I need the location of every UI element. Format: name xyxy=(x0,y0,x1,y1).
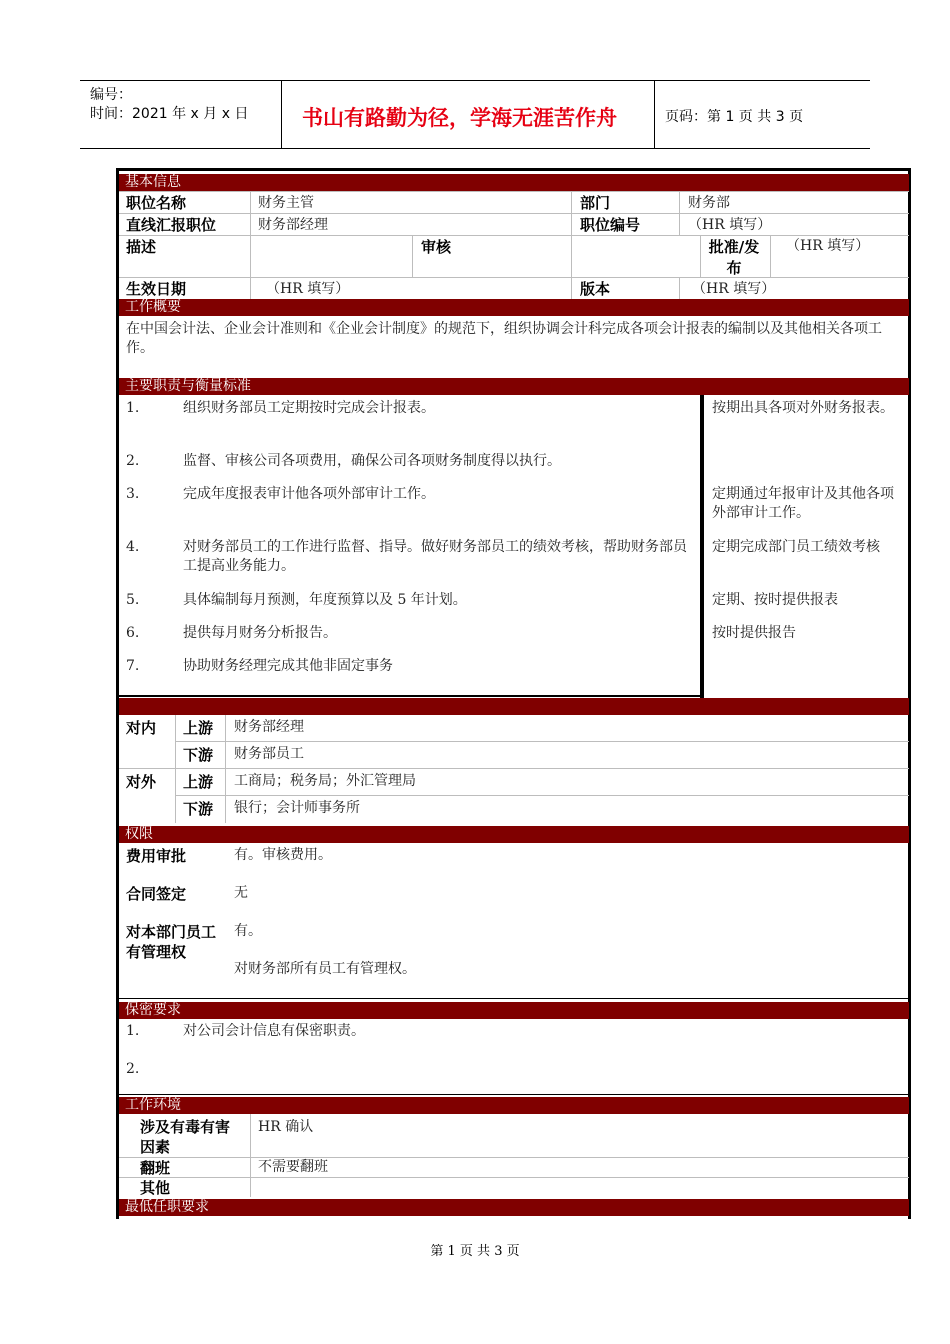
toxic-factor-label: 涉及有毒有害因素 xyxy=(140,1118,231,1156)
overview-text: 在中国会计法、企业会计准则和《企业会计制度》的规范下，组织协调会计科完成各项会计报表的编制以及其他相关各项工作。 xyxy=(126,321,882,356)
effective-date-value: （HR 填写） xyxy=(266,281,350,297)
describe-label: 描述 xyxy=(126,238,157,256)
motto-title: 书山有路勤为径，学海无涯苦作舟 xyxy=(302,106,617,130)
duty-number: 7. xyxy=(126,658,140,674)
duty-text: 组织财务部员工定期按时完成会计报表。 xyxy=(183,400,435,416)
external-label: 对外 xyxy=(126,773,157,791)
expense-approval-label: 费用审批 xyxy=(126,847,187,865)
footer-page-number: 第 1 页 共 3 页 xyxy=(430,1244,520,1259)
duty-text: 完成年度报表审计他各项外部审计工作。 xyxy=(183,486,435,502)
duty-number: 3. xyxy=(126,486,140,502)
duty-standard: 定期通过年报审计及其他各项外部审计工作。 xyxy=(712,486,894,521)
review-label: 审核 xyxy=(421,238,452,256)
effective-date-label: 生效日期 xyxy=(126,280,187,298)
external-downstream-value: 银行；会计师事务所 xyxy=(234,800,360,816)
internal-downstream-label: 下游 xyxy=(183,746,214,764)
external-upstream-value: 工商局；税务局；外汇管理局 xyxy=(234,773,416,789)
duty-text: 对财务部员工的工作进行监督、指导。做好财务部员工的绩效考核，帮助财务部员工提高业务能力。 xyxy=(183,539,687,574)
department-value: 财务部 xyxy=(688,195,730,211)
doc-number-label: 编号： xyxy=(90,87,132,103)
section-overview: 工作概要 xyxy=(119,299,909,316)
position-code-value: （HR 填写） xyxy=(688,217,772,233)
other-label: 其他 xyxy=(140,1179,171,1197)
overtime-label: 翻班 xyxy=(140,1159,171,1177)
section-duties: 主要职责与衡量标准 xyxy=(119,378,909,395)
section-confidential: 保密要求 xyxy=(119,1002,909,1019)
version-label: 版本 xyxy=(580,280,611,298)
duty-number: 5. xyxy=(126,592,140,608)
staff-management-label: 对本部门员工有管理权 xyxy=(126,923,217,961)
report-to-value: 财务部经理 xyxy=(258,217,328,233)
duty-standard: 定期完成部门员工绩效考核 xyxy=(712,539,880,555)
position-name-label: 职位名称 xyxy=(126,194,187,212)
duty-text: 具体编制每月预测，年度预算以及 5 年计划。 xyxy=(183,592,467,608)
staff-management-detail: 对财务部所有员工有管理权。 xyxy=(234,961,416,977)
approve-label: 批准/发布 xyxy=(708,238,760,277)
position-code-label: 职位编号 xyxy=(580,216,641,234)
page-indicator: 页码：第 1 页 共 3 页 xyxy=(665,109,804,125)
contract-label: 合同签定 xyxy=(126,885,187,903)
external-upstream-label: 上游 xyxy=(183,773,214,791)
duty-standard: 按期出具各项对外财务报表。 xyxy=(712,400,894,416)
duty-standard: 定期、按时提供报表 xyxy=(712,592,838,608)
confidential-text: 对公司会计信息有保密职责。 xyxy=(183,1023,365,1039)
confidential-number: 2. xyxy=(126,1061,140,1077)
staff-management-value: 有。 xyxy=(234,923,262,939)
approve-value: （HR 填写） xyxy=(786,238,870,254)
duty-number: 2. xyxy=(126,453,140,469)
report-to-label: 直线汇报职位 xyxy=(126,216,217,234)
overtime-value: 不需要翻班 xyxy=(258,1159,328,1175)
duty-number: 1. xyxy=(126,400,140,416)
section-minimum-requirements: 最低任职要求 xyxy=(119,1199,909,1216)
internal-upstream-label: 上游 xyxy=(183,719,214,737)
duty-number: 4. xyxy=(126,539,140,555)
duty-text: 提供每月财务分析报告。 xyxy=(183,625,337,641)
page-footer xyxy=(0,1240,950,1259)
contract-value: 无 xyxy=(234,885,248,901)
internal-downstream-value: 财务部员工 xyxy=(234,746,304,762)
duty-text: 协助财务经理完成其他非固定事务 xyxy=(183,658,393,674)
duty-number: 6. xyxy=(126,625,140,641)
version-value: （HR 填写） xyxy=(692,281,776,297)
duty-text: 监督、审核公司各项费用，确保公司各项财务制度得以执行。 xyxy=(183,453,561,469)
section-authority: 权限 xyxy=(119,826,909,843)
external-downstream-label: 下游 xyxy=(183,800,214,818)
section-relations-bar xyxy=(119,698,909,715)
section-environment: 工作环境 xyxy=(119,1097,909,1114)
expense-approval-value: 有。审核费用。 xyxy=(234,847,332,863)
internal-label: 对内 xyxy=(126,719,157,737)
position-name-value: 财务主管 xyxy=(258,195,314,211)
department-label: 部门 xyxy=(580,194,611,212)
section-basic-info: 基本信息 xyxy=(119,174,909,191)
confidential-number: 1. xyxy=(126,1023,140,1039)
doc-time-label: 时间：2021 年 x 月 x 日 xyxy=(90,106,249,122)
duty-standard: 按时提供报告 xyxy=(712,625,796,641)
toxic-factor-value: HR 确认 xyxy=(258,1119,314,1135)
internal-upstream-value: 财务部经理 xyxy=(234,719,304,735)
